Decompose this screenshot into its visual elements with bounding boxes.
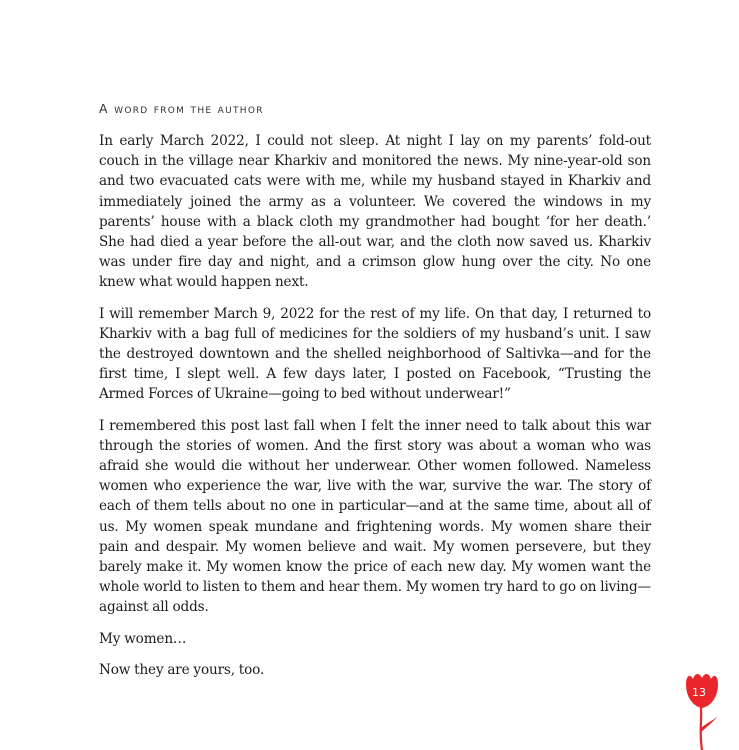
paragraph-5: Now they are yours, too. <box>99 661 265 678</box>
red-tulip-icon <box>680 670 726 750</box>
author-foreword <box>99 100 651 691</box>
tulip-leaf <box>701 716 718 732</box>
section-heading: A word from the author <box>99 101 264 116</box>
page-number: 13 <box>692 686 706 699</box>
paragraph-1: In early March 2022, I could not sleep. At night I lay on my parents’ fold-out couch in the village near Kharkiv and monitored the news. My nine-year-old son and two evacuated cats were with me, while my husband stayed in Kharkiv and immediately joined the army as a volunteer. We covered the windows in my parents’ house with a black cloth my grandmother had bought ‘for her death.’ She had died a year before the all-out war, and the cloth now saved us. Kharkiv was under fire day and night, and a crimson glow hung over the city. No one knew what would happen next. <box>99 133 651 291</box>
paragraph-4: My women… <box>99 630 187 647</box>
paragraph-3: I remembered this post last fall when I felt the inner need to talk about this war through the stories of women. And the first story was about a woman who was afraid she would die without her underwear. Other women followed. Nameless women who experience the war, live with the war, survive the war. The story of each of them tells about no one in particular—and at the same time, about all of us. My women speak mundane and frightening words. My women share their pain and despair. My women believe and wait. My women persevere, but they barely make it. My women know the price of each new day. My women want the whole world to listen to them and hear them. My women try hard to go on living—against all odds. <box>99 417 651 616</box>
paragraph-2: I will remember March 9, 2022 for the rest of my life. On that day, I returned to Kharkiv with a bag full of medicines for the soldiers of my husband’s unit. I saw the destroyed downtown and the shelled neighborhood of Saltivka—and for the first time, I slept well. A few days later, I posted on Facebook, “Trusting the Armed Forces of Ukraine—going to bed without underwear!” <box>99 305 651 403</box>
